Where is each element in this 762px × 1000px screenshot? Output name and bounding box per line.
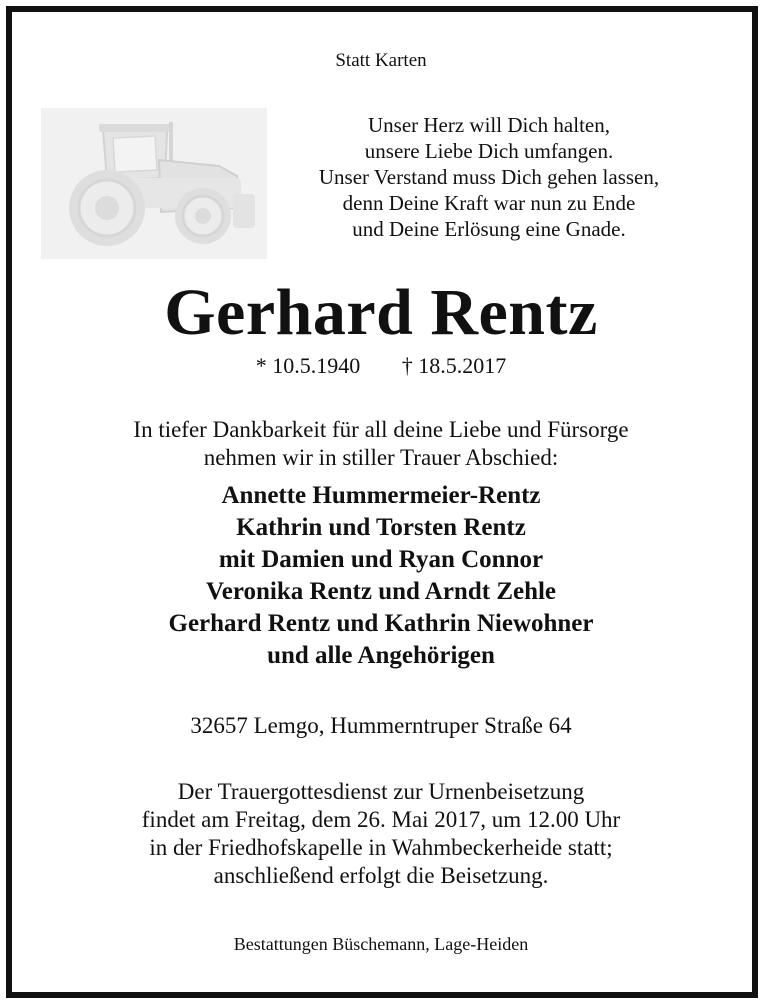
poem	[268, 112, 710, 242]
mourner-line: Kathrin und Torsten Rentz	[236, 514, 526, 541]
mourner-line: Gerhard Rentz und Kathrin Niewohner	[168, 610, 594, 637]
service-line: in der Friedhofskapelle in Wahmbeckerheide statt;	[149, 835, 613, 860]
poem-line: Unser Herz will Dich halten,	[367, 113, 610, 137]
mourner-line: und alle Angehörigen	[267, 642, 495, 669]
tractor-image	[41, 108, 267, 259]
address: 32657 Lemgo, Hummerntruper Straße 64	[190, 713, 572, 738]
undertaker: Bestattungen Büschemann, Lage-Heiden	[233, 934, 529, 954]
poem-line: denn Deine Kraft war nun zu Ende	[342, 191, 636, 215]
tractor-icon	[41, 108, 267, 259]
poem-line: und Deine Erlösung eine Gnade.	[352, 217, 626, 241]
mourners-list	[0, 480, 762, 672]
service-line: Der Trauergottesdienst zur Urnenbeisetzung	[177, 779, 585, 804]
statt-karten: Statt Karten	[335, 50, 427, 71]
thanks-line: In tiefer Dankbarkeit für all deine Liebe und Fürsorge	[133, 417, 629, 442]
mourner-line: Veronika Rentz und Arndt Zehle	[205, 578, 557, 605]
thanks-line: nehmen wir in stiller Trauer Abschied:	[203, 445, 559, 470]
death-date: † 18.5.2017	[401, 353, 507, 378]
birth-date: * 10.5.1940	[255, 353, 361, 378]
mourner-line: Annette Hummermeier-Rentz	[221, 482, 541, 509]
deceased-name: Gerhard Rentz	[164, 276, 598, 349]
life-dates	[0, 352, 762, 380]
service-line: anschließend erfolgt die Beisetzung.	[213, 863, 549, 888]
thanks-text	[0, 416, 762, 472]
poem-line: unsere Liebe Dich umfangen.	[364, 139, 614, 163]
mourner-line: mit Damien und Ryan Connor	[218, 546, 544, 573]
service-line: findet am Freitag, dem 26. Mai 2017, um 12.00 Uhr	[141, 807, 621, 832]
poem-line: Unser Verstand muss Dich gehen lassen,	[318, 165, 660, 189]
service-info	[0, 778, 762, 890]
